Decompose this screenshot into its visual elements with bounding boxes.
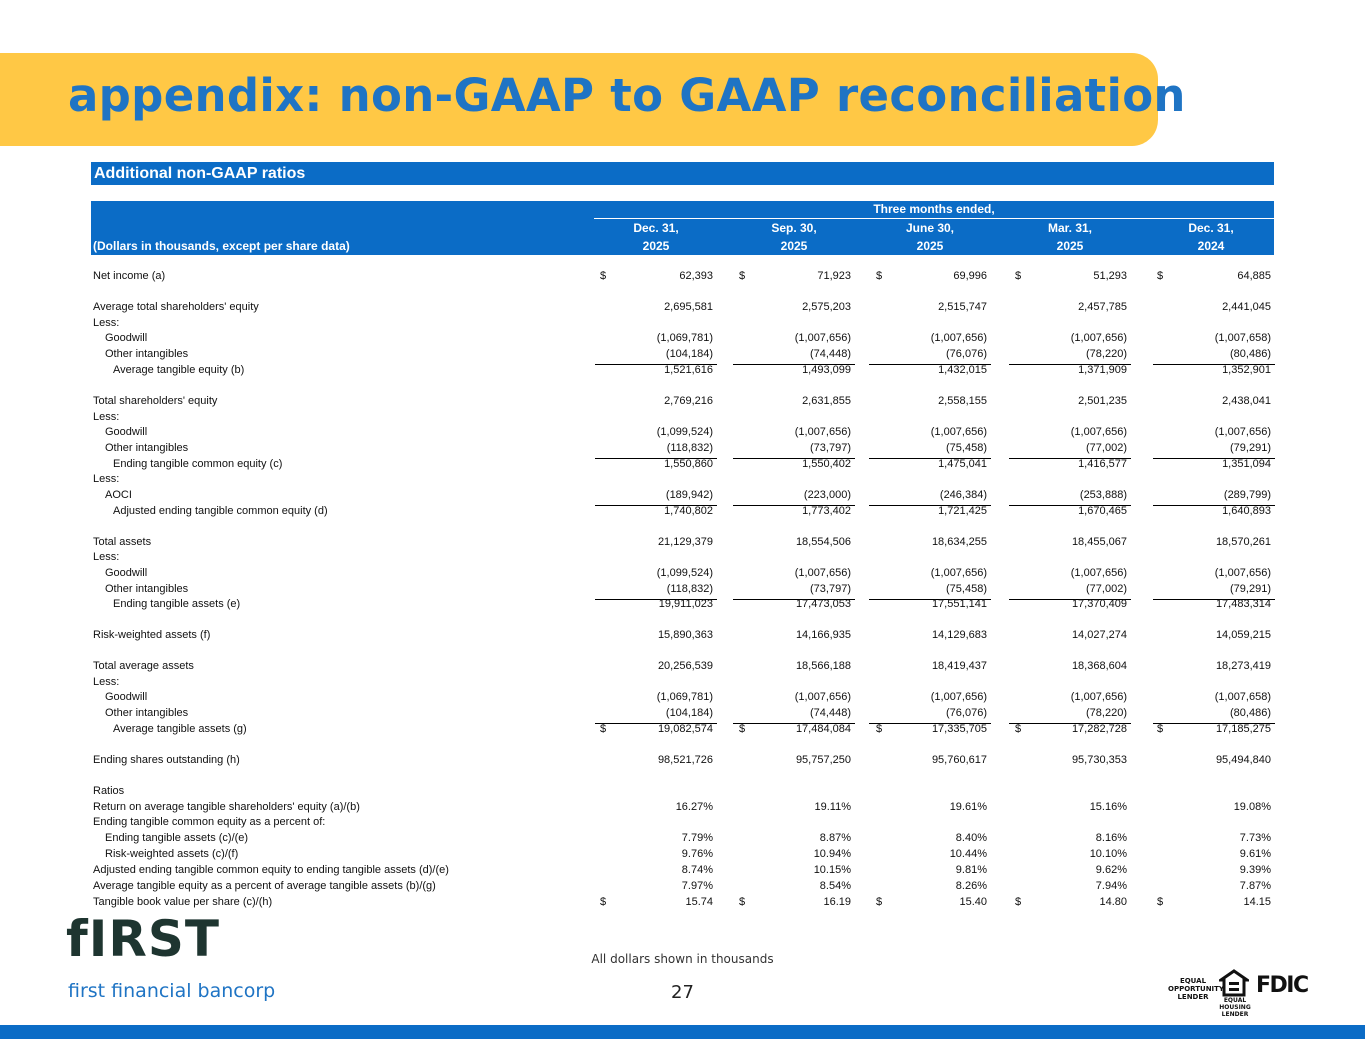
- table-cell: 1,371,909: [1078, 364, 1127, 376]
- table-row: [91, 598, 1274, 613]
- table-cell: 1,773,402: [802, 505, 851, 517]
- table-cell: 19.61%: [949, 801, 987, 813]
- table-cell: (76,076): [946, 348, 987, 360]
- table-cell: 1,351,094: [1222, 458, 1271, 470]
- table-cell: 1,740,802: [664, 505, 713, 517]
- company-logo: fIRST: [66, 910, 220, 968]
- row-label: Ending tangible assets (e): [113, 598, 241, 610]
- table-cell: 14,129,683: [931, 629, 987, 641]
- table-cell: 17,551,141: [931, 598, 987, 610]
- row-label: Net income (a): [93, 270, 166, 282]
- row-label: Less:: [93, 551, 120, 563]
- column-header-year: 2025: [916, 239, 944, 253]
- table-cell: 18,368,604: [1071, 660, 1127, 672]
- table-cell: 1,550,402: [802, 458, 851, 470]
- table-cell: 1,352,901: [1222, 364, 1271, 376]
- table-row: [91, 348, 1274, 363]
- table-cell: 8.16%: [1095, 832, 1127, 844]
- table-cell: (1,007,656): [794, 426, 851, 438]
- table-cell: 2,575,203: [802, 301, 851, 313]
- table-row: [91, 426, 1274, 441]
- table-cell: 64,885: [1237, 270, 1271, 282]
- table-row: [91, 707, 1274, 722]
- currency-symbol: $: [739, 896, 746, 908]
- table-cell: (75,458): [946, 442, 987, 454]
- table-cell: 69,996: [953, 270, 987, 282]
- row-label: Goodwill: [105, 691, 148, 703]
- table-cell: (1,007,656): [794, 567, 851, 579]
- table-cell: 2,695,581: [664, 301, 713, 313]
- table-cell: (73,797): [810, 442, 851, 454]
- company-name: first financial bancorp: [68, 980, 276, 1002]
- table-cell: 9.76%: [681, 848, 713, 860]
- table-cell: 14,059,215: [1215, 629, 1271, 641]
- table-cell: 7.94%: [1095, 880, 1127, 892]
- table-cell: 7.73%: [1239, 832, 1271, 844]
- table-cell: (253,888): [1079, 489, 1127, 501]
- row-label: Other intangibles: [105, 348, 189, 360]
- row-label: Ending tangible assets (c)/(e): [105, 832, 249, 844]
- column-header-month: Mar. 31,: [1047, 221, 1093, 235]
- row-label: Ending tangible common equity (c): [113, 458, 283, 470]
- page-title: appendix: non-GAAP to GAAP reconciliation: [68, 69, 1186, 122]
- table-cell: 9.61%: [1239, 848, 1271, 860]
- table-cell: 17,370,409: [1071, 598, 1127, 610]
- row-label: Goodwill: [105, 426, 148, 438]
- table-row: [91, 536, 1274, 551]
- row-label: Less:: [93, 676, 120, 688]
- table-cell: (78,220): [1086, 348, 1127, 360]
- currency-symbol: $: [1157, 270, 1164, 282]
- table-cell: 1,521,616: [664, 364, 713, 376]
- table-cell: 8.40%: [955, 832, 987, 844]
- column-header-year: 2025: [780, 239, 808, 253]
- table-cell: (80,486): [1230, 707, 1271, 719]
- table-cell: (1,007,656): [1070, 567, 1127, 579]
- table-cell: 17,483,314: [1215, 598, 1271, 610]
- row-label: Ending shares outstanding (h): [93, 754, 240, 766]
- row-label: Return on average tangible shareholders' equity (a)/(b): [93, 801, 360, 813]
- table-cell: 20,256,539: [657, 660, 713, 672]
- table-cell: 1,670,465: [1078, 505, 1127, 517]
- table-cell: 2,501,235: [1078, 395, 1127, 407]
- table-cell: 1,721,425: [938, 505, 987, 517]
- table-cell: 14.80: [1099, 896, 1127, 908]
- table-cell: 8.26%: [955, 880, 987, 892]
- equal-opportunity-lender-badge: EQUAL OPPORTUNITY LENDER: [1168, 977, 1225, 1001]
- row-label: Adjusted ending tangible common equity to ending tangible assets (d)/(e): [93, 864, 449, 876]
- table-row: [91, 567, 1274, 582]
- table-row: [91, 301, 1274, 316]
- table-cell: 2,441,045: [1222, 301, 1271, 313]
- table-cell: 10.10%: [1089, 848, 1127, 860]
- row-label: Less:: [93, 317, 120, 329]
- table-cell: 1,550,860: [664, 458, 713, 470]
- table-cell: 71,923: [817, 270, 851, 282]
- row-label: AOCI: [105, 489, 132, 501]
- currency-symbol: $: [876, 896, 883, 908]
- table-cell: 18,566,188: [795, 660, 851, 672]
- row-label: Total average assets: [93, 660, 194, 672]
- currency-symbol: $: [1157, 723, 1164, 735]
- column-header-month: Dec. 31,: [1188, 221, 1234, 235]
- table-row: [91, 332, 1274, 347]
- table-row: [91, 473, 1274, 488]
- table-cell: 14,027,274: [1071, 629, 1127, 641]
- table-cell: 15.40: [959, 896, 987, 908]
- table-row: [91, 505, 1274, 520]
- table-cell: (1,099,524): [656, 426, 713, 438]
- row-label: Average tangible equity as a percent of average tangible assets (b)/(g): [93, 880, 436, 892]
- table-cell: (1,007,656): [1070, 426, 1127, 438]
- section-header: [91, 162, 1274, 185]
- table-cell: (78,220): [1086, 707, 1127, 719]
- table-row: [91, 395, 1274, 410]
- table-cell: 95,757,250: [795, 754, 851, 766]
- table-cell: 15,890,363: [657, 629, 713, 641]
- row-label: Tangible book value per share (c)/(h): [93, 896, 273, 908]
- column-header-year: 2024: [1197, 239, 1225, 253]
- table-cell: 7.79%: [681, 832, 713, 844]
- table-cell: 16.27%: [675, 801, 713, 813]
- table-row: [91, 317, 1274, 332]
- table-cell: (1,099,524): [656, 567, 713, 579]
- table-cell: (1,007,656): [1214, 567, 1271, 579]
- table-row: [91, 754, 1274, 769]
- currency-symbol: $: [600, 723, 607, 735]
- table-cell: 1,432,015: [938, 364, 987, 376]
- row-label: Ending tangible common equity as a percent of:: [93, 816, 326, 828]
- row-label: Risk-weighted assets (f): [93, 629, 211, 641]
- table-cell: (1,007,658): [1214, 691, 1271, 703]
- currency-symbol: $: [1015, 896, 1022, 908]
- currency-symbol: $: [876, 270, 883, 282]
- span-header-rule: [594, 218, 1274, 219]
- table-row: [91, 880, 1274, 895]
- page-number: 27: [671, 982, 694, 1003]
- table-cell: (1,007,656): [1070, 691, 1127, 703]
- table-cell: 9.81%: [955, 864, 987, 876]
- currency-symbol: $: [1015, 723, 1022, 735]
- row-label: Goodwill: [105, 332, 148, 344]
- row-label: Total assets: [93, 536, 152, 548]
- table-cell: (289,799): [1223, 489, 1271, 501]
- row-label: Total shareholders' equity: [93, 395, 218, 407]
- row-label: Ratios: [93, 785, 125, 797]
- column-header-month: Dec. 31,: [633, 221, 679, 235]
- table-cell: 17,282,728: [1071, 723, 1127, 735]
- table-cell: (104,184): [665, 707, 713, 719]
- currency-symbol: $: [876, 723, 883, 735]
- table-header: [91, 201, 1274, 255]
- table-cell: 10.94%: [813, 848, 851, 860]
- table-cell: 18,455,067: [1071, 536, 1127, 548]
- column-header-month: Sep. 30,: [771, 221, 817, 235]
- table-cell: 2,631,855: [802, 395, 851, 407]
- table-cell: (1,007,656): [1070, 332, 1127, 344]
- table-cell: 95,760,617: [931, 754, 987, 766]
- table-row: [91, 832, 1274, 847]
- fdic-logo: FDIC: [1256, 973, 1308, 998]
- table-cell: (1,007,656): [930, 332, 987, 344]
- currency-symbol: $: [739, 270, 746, 282]
- description-header: (Dollars in thousands, except per share data): [93, 239, 350, 253]
- table-cell: 18,570,261: [1215, 536, 1271, 548]
- table-cell: (79,291): [1230, 583, 1271, 595]
- table-cell: (1,007,656): [930, 567, 987, 579]
- table-cell: 1,493,099: [802, 364, 851, 376]
- table-cell: (73,797): [810, 583, 851, 595]
- currency-symbol: $: [600, 896, 607, 908]
- table-cell: 17,335,705: [931, 723, 987, 735]
- row-label: Average tangible equity (b): [113, 364, 245, 376]
- section-title: Additional non-GAAP ratios: [94, 165, 306, 182]
- table-cell: (246,384): [939, 489, 987, 501]
- table-cell: 10.15%: [813, 864, 851, 876]
- table-cell: (1,007,656): [930, 691, 987, 703]
- table-cell: 17,185,275: [1215, 723, 1271, 735]
- table-cell: 15.16%: [1089, 801, 1127, 813]
- table-cell: (1,069,781): [656, 691, 713, 703]
- row-label: Goodwill: [105, 567, 148, 579]
- row-label: Risk-weighted assets (c)/(f): [105, 848, 239, 860]
- table-cell: 18,634,255: [931, 536, 987, 548]
- equal-housing-lender-badge: EQUAL HOUSING LENDER: [1219, 997, 1251, 1018]
- table-cell: (80,486): [1230, 348, 1271, 360]
- table-cell: (1,007,656): [1214, 426, 1271, 438]
- table-row: [91, 442, 1274, 457]
- table-cell: 19,911,023: [658, 598, 713, 610]
- table-cell: 8.54%: [819, 880, 851, 892]
- table-cell: 8.74%: [681, 864, 713, 876]
- table-cell: (1,007,656): [794, 691, 851, 703]
- table-row: [91, 270, 1274, 285]
- table-cell: (74,448): [810, 707, 851, 719]
- table-cell: 14.15: [1243, 896, 1271, 908]
- currency-symbol: $: [739, 723, 746, 735]
- table-cell: (118,832): [666, 583, 713, 595]
- table-cell: 17,473,053: [795, 598, 851, 610]
- currency-symbol: $: [1015, 270, 1022, 282]
- currency-symbol: $: [1157, 896, 1164, 908]
- table-cell: 19,082,574: [657, 723, 713, 735]
- table-cell: 2,457,785: [1078, 301, 1127, 313]
- table-cell: 9.62%: [1095, 864, 1127, 876]
- bottom-bar: [0, 1025, 1365, 1039]
- table-cell: 14,166,935: [795, 629, 851, 641]
- column-header-year: 2025: [642, 239, 670, 253]
- table-cell: (77,002): [1086, 442, 1127, 454]
- equal-housing-house-icon: [1219, 969, 1249, 997]
- table-row: [91, 489, 1274, 504]
- table-row: [91, 801, 1274, 816]
- table-cell: (1,007,656): [794, 332, 851, 344]
- table-cell: 15.74: [685, 896, 713, 908]
- table-cell: (79,291): [1230, 442, 1271, 454]
- row-label: Other intangibles: [105, 442, 189, 454]
- table-cell: 8.87%: [819, 832, 851, 844]
- table-cell: 7.87%: [1239, 880, 1271, 892]
- footnote: All dollars shown in thousands: [591, 952, 774, 966]
- column-header-month: June 30,: [905, 221, 955, 235]
- table-cell: (77,002): [1086, 583, 1127, 595]
- table-row: [91, 896, 1274, 911]
- table-cell: 16.19: [823, 896, 851, 908]
- row-label: Average tangible assets (g): [113, 723, 247, 735]
- table-cell: 18,419,437: [931, 660, 987, 672]
- table-cell: (223,000): [803, 489, 851, 501]
- table-cell: (1,007,658): [1214, 332, 1271, 344]
- table-cell: 1,640,893: [1222, 505, 1271, 517]
- table-cell: 51,293: [1093, 270, 1127, 282]
- table-cell: 21,129,379: [657, 536, 713, 548]
- table-cell: 95,730,353: [1071, 754, 1127, 766]
- table-cell: 2,558,155: [938, 395, 987, 407]
- table-row: [91, 660, 1274, 675]
- span-header: Three months ended,: [873, 202, 995, 216]
- column-header-year: 2025: [1056, 239, 1084, 253]
- row-label: Less:: [93, 473, 120, 485]
- table-row: [91, 629, 1274, 644]
- table-row: [91, 816, 1274, 831]
- row-label: Other intangibles: [105, 707, 189, 719]
- table-cell: 19.08%: [1233, 801, 1271, 813]
- table-cell: 98,521,726: [657, 754, 713, 766]
- table-cell: (75,458): [946, 583, 987, 595]
- table-cell: (74,448): [810, 348, 851, 360]
- table-row: [91, 723, 1274, 738]
- row-label: Adjusted ending tangible common equity (d): [113, 505, 328, 517]
- row-label: Other intangibles: [105, 583, 189, 595]
- table-row: [91, 458, 1274, 473]
- table-cell: 1,416,577: [1078, 458, 1127, 470]
- table-cell: 2,438,041: [1222, 395, 1271, 407]
- table-row: [91, 676, 1274, 691]
- table-row: [91, 864, 1274, 879]
- table-cell: 10.44%: [949, 848, 987, 860]
- table-cell: (189,942): [665, 489, 713, 501]
- table-cell: 62,393: [679, 270, 713, 282]
- table-row: [91, 583, 1274, 598]
- table-cell: (104,184): [665, 348, 713, 360]
- currency-symbol: $: [600, 270, 607, 282]
- table-row: [91, 848, 1274, 863]
- row-label: Less:: [93, 411, 120, 423]
- table-cell: (76,076): [946, 707, 987, 719]
- table-cell: 19.11%: [814, 801, 851, 813]
- row-label: Average total shareholders' equity: [93, 301, 259, 313]
- table-cell: 1,475,041: [938, 458, 987, 470]
- table-row: [91, 691, 1274, 706]
- table-row: [91, 785, 1274, 800]
- table-cell: 7.97%: [681, 880, 713, 892]
- table-cell: 9.39%: [1239, 864, 1271, 876]
- table-cell: 2,769,216: [664, 395, 713, 407]
- table-cell: 18,273,419: [1215, 660, 1271, 672]
- table-cell: (1,069,781): [656, 332, 713, 344]
- table-cell: (118,832): [666, 442, 713, 454]
- table-row: [91, 364, 1274, 379]
- table-row: [91, 411, 1274, 426]
- table-cell: 2,515,747: [938, 301, 987, 313]
- table-cell: 18,554,506: [795, 536, 851, 548]
- table-cell: 17,484,084: [795, 723, 851, 735]
- table-cell: 95,494,840: [1215, 754, 1271, 766]
- table-cell: (1,007,656): [930, 426, 987, 438]
- table-row: [91, 551, 1274, 566]
